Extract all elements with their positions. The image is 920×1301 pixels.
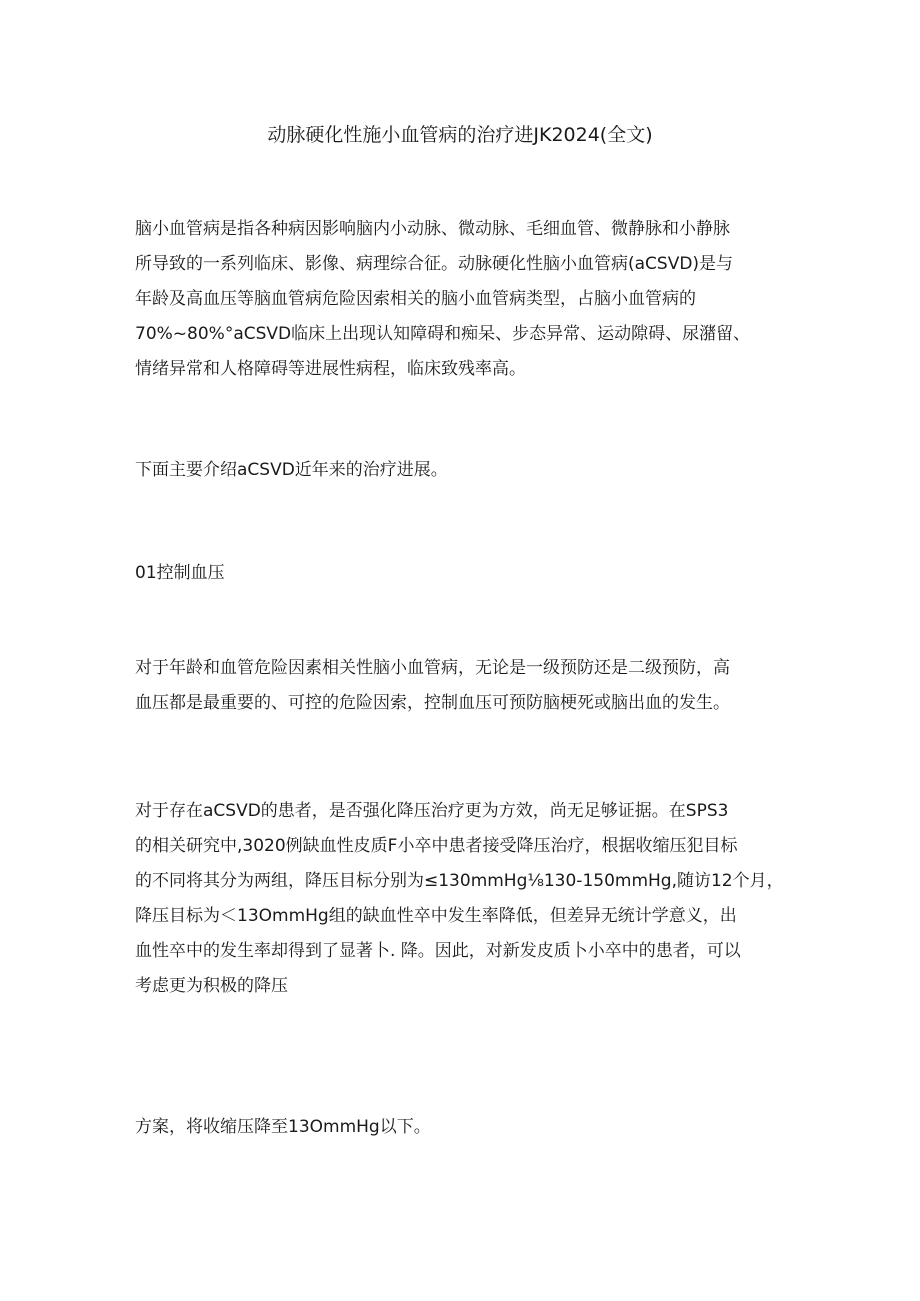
section-paragraph-1	[135, 651, 795, 721]
section-paragraph-3: 方案，将收缩压降至13OmmHg以下。	[135, 1117, 431, 1137]
paragraph-line: 血性卒中的发生率却得到了显著卜. 降。因此，对新发皮质卜小卒中的患者，可以	[135, 941, 741, 961]
section-paragraph-2	[135, 794, 795, 1004]
paragraph-line: 降压目标为＜13OmmHg组的缺血性卒中发生率降低，但差异无统计学意义，出	[135, 906, 737, 926]
intro-summary: 下面主要介绍aCSVD近年来的治疗进展。	[135, 460, 448, 480]
paragraph-line: 的相关研究中,3020例缺血性皮质F小卒中患者接受降压治疗，根据收缩压犯目标	[135, 836, 738, 856]
paragraph-line: 考虑更为积极的降压	[135, 976, 288, 996]
intro-line: 所导致的一系列临床、影像、病理综合征。动脉硬化性脑小血管病(aCSVD)是与	[135, 254, 734, 274]
intro-line: 70%~80%°aCSVD临床上出现认知障碍和痴呆、步态异常、运动隙碍、尿潴留、	[135, 324, 751, 344]
intro-line: 脑小血管病是指各种病因影响脑内小动脉、微动脉、毛细血管、微静脉和小静脉	[135, 219, 730, 239]
paragraph-line: 的不同将其分为两组，降压目标分别为≤130mmHg⅛130-150mmHg,随访12个月，	[135, 871, 784, 891]
intro-paragraph	[135, 212, 795, 387]
intro-line: 情绪异常和人格障碍等进展性病程，临床致残率高。	[135, 359, 526, 379]
paragraph-line: 对于存在aCSVD的患者，是否强化降压治疗更为方效，尚无足够证据。在SPS3	[135, 801, 729, 821]
section-heading: 01控制血压	[135, 563, 225, 583]
document-title: 动脉硬化性施小血管病的治疗进JK2024(全文)	[267, 124, 653, 146]
intro-line: 年龄及高血压等脑血管病危险因索相关的脑小血管病类型，占脑小血管病的	[135, 289, 696, 309]
paragraph-line: 血压都是最重要的、可控的危险因索，控制血压可预防脑梗死或脑出血的发生。	[135, 693, 730, 713]
paragraph-line: 对于年龄和血管危险因素相关性脑小血管病，无论是一级预防还是二级预防，高	[135, 658, 730, 678]
